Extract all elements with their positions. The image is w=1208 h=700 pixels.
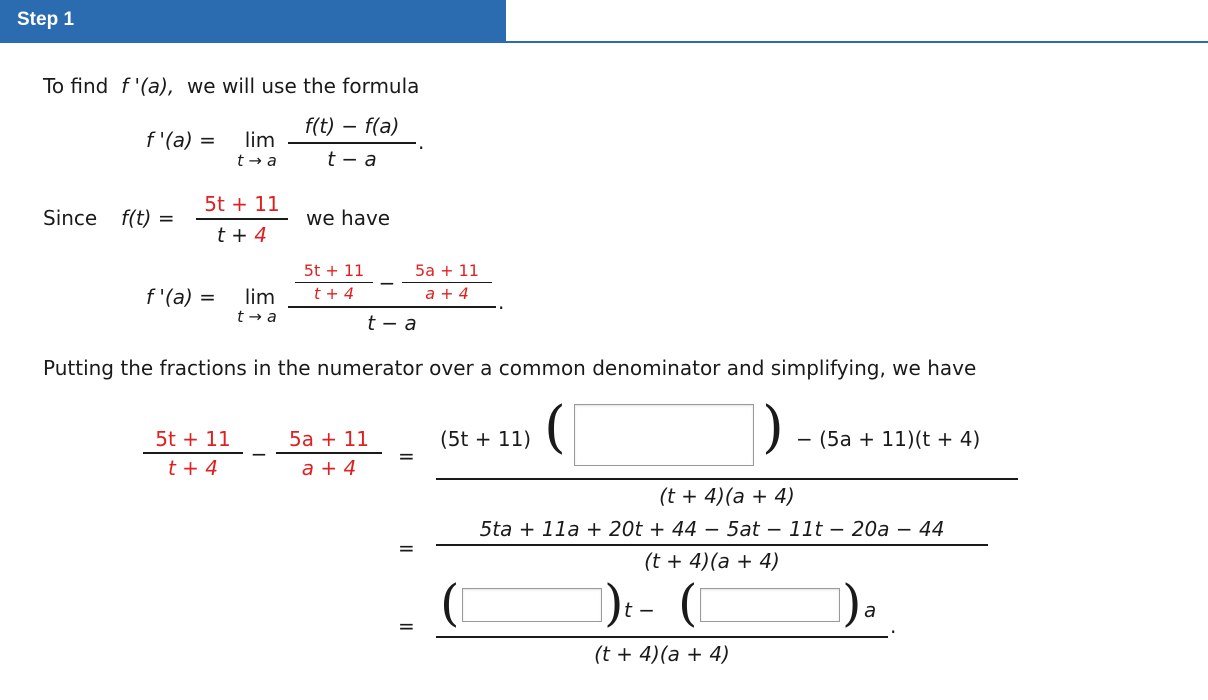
formula1-denominator: t − a — [327, 147, 377, 171]
formula2-d2: a + 4 — [425, 284, 469, 303]
fprime-a: f '(a), — [121, 74, 175, 98]
eq-lhs-d2: a + 4 — [301, 456, 357, 480]
formula2-lhs: f '(a) = — [146, 285, 216, 309]
since-fraction-bar — [196, 218, 288, 220]
row2-fraction-bar — [436, 544, 988, 546]
formula2-lim: lim — [244, 285, 276, 309]
answer-box-2[interactable] — [462, 588, 602, 622]
formula2-main-bar — [288, 306, 496, 308]
step-label: Step 1 — [17, 9, 75, 30]
row1-open-paren: ( — [544, 395, 566, 460]
formula1-lhs: f '(a) = — [146, 128, 216, 152]
since-numerator: 5t + 11 — [204, 192, 280, 216]
formula1-lim: lim — [244, 128, 276, 152]
row3-dot: . — [890, 614, 897, 638]
formula2-minus: − — [378, 271, 396, 295]
formula2-inner-bar2 — [402, 282, 492, 283]
step-tab — [0, 0, 506, 42]
row3-open-paren-2: ( — [678, 574, 698, 632]
formula2-d1: t + 4 — [313, 284, 355, 303]
header-rule — [0, 41, 1208, 43]
row2-denominator: (t + 4)(a + 4) — [644, 549, 780, 573]
formula2-dot: . — [498, 290, 505, 314]
intro-line: To find f '(a), we will use the formula — [43, 74, 420, 98]
eq-lhs-n1: 5t + 11 — [155, 427, 231, 451]
eq-lhs-bar2 — [276, 452, 382, 454]
formula2-n1: 5t + 11 — [303, 261, 365, 280]
row3-a: a — [864, 598, 877, 622]
eq-lhs-d1: t + 4 — [167, 456, 219, 480]
row1-fraction-bar — [436, 478, 1018, 480]
row3-close-paren-1: ) — [604, 574, 624, 632]
row3-t: t − — [624, 598, 655, 622]
row2-numerator: 5ta + 11a + 20t + 44 − 5at − 11t − 20a − 44 — [479, 517, 945, 541]
since-suffix: we have — [306, 206, 391, 230]
formula2-lim-sub: t → a — [237, 307, 277, 326]
row3-open-paren-1: ( — [440, 574, 460, 632]
row1-denominator: (t + 4)(a + 4) — [659, 484, 795, 508]
formula2-denominator: t − a — [367, 311, 417, 335]
eq-lhs-minus: − — [250, 442, 268, 466]
step-header — [0, 0, 1208, 44]
eq-lhs-n2: 5a + 11 — [289, 427, 369, 451]
row1-part-a: (5t + 11) — [440, 427, 532, 451]
answer-box-3[interactable] — [700, 588, 840, 622]
since-denominator: t + 4 — [216, 223, 268, 247]
formula2-inner-bar1 — [295, 282, 373, 283]
since-ft: f(t) = — [121, 206, 175, 230]
putting-line: Putting the fractions in the numerator over a common denominator and simplifying, we have — [43, 356, 977, 380]
row3-close-paren-2: ) — [842, 574, 862, 632]
row1-close-paren: ) — [762, 395, 784, 460]
formula1-dot: . — [418, 130, 425, 154]
formula1-fraction-bar — [288, 142, 416, 144]
answer-box-1[interactable] — [574, 404, 754, 466]
eq-equals-2: = — [398, 536, 415, 560]
eq-lhs-bar1 — [143, 452, 243, 454]
row3-denominator: (t + 4)(a + 4) — [594, 642, 730, 666]
row1-part-b: − (5a + 11)(t + 4) — [796, 427, 981, 451]
row3-fraction-bar — [436, 636, 888, 638]
eq-equals-1: = — [398, 444, 415, 468]
since-prefix: Since — [43, 206, 98, 230]
formula1-numerator: f(t) − f(a) — [304, 114, 400, 138]
formula1-lim-sub: t → a — [237, 151, 277, 170]
eq-equals-3: = — [398, 614, 415, 638]
formula2-n2: 5a + 11 — [415, 261, 479, 280]
